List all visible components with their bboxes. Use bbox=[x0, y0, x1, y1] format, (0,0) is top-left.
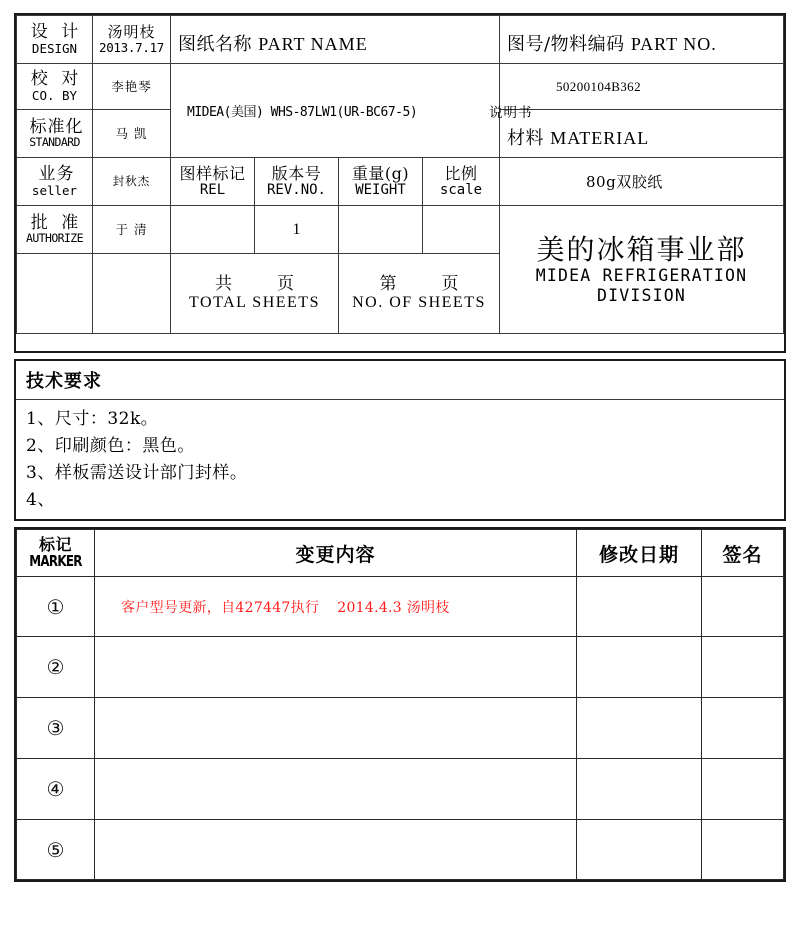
revision-signature-cell bbox=[702, 820, 784, 880]
role-label-en: CO. BY bbox=[31, 87, 78, 103]
role-label-cn: 校 对 bbox=[30, 69, 83, 90]
role-label-cn: 设 计 bbox=[30, 22, 83, 43]
standardizer-name: 马 凯 bbox=[115, 125, 148, 141]
revision-header-date-label: 修改日期 bbox=[598, 543, 679, 566]
revision-date-cell bbox=[577, 820, 702, 880]
revision-date-cell bbox=[577, 637, 702, 698]
table-row bbox=[17, 637, 784, 698]
checker-name: 李艳琴 bbox=[111, 78, 152, 94]
revision-content-tail: 2014.4.3 汤明枝 bbox=[337, 599, 450, 616]
role-label-authorize bbox=[17, 206, 93, 254]
revision-marker-cell bbox=[17, 820, 95, 880]
part-name-value-overlap: 说明书 bbox=[489, 105, 533, 121]
role-value-authorize bbox=[93, 206, 171, 254]
part-name-label-en: PART NAME bbox=[258, 34, 368, 54]
revision-signature-cell bbox=[702, 577, 784, 637]
material-label-cn: 材料 bbox=[507, 128, 544, 149]
role-label-en: DESIGN bbox=[31, 40, 78, 56]
role-label-seller bbox=[17, 158, 93, 206]
role-value-seller bbox=[93, 158, 171, 206]
revision-marker: ③ bbox=[46, 716, 65, 741]
material-label-en: MATERIAL bbox=[550, 128, 650, 148]
part-no-label-en: PART NO. bbox=[630, 34, 717, 54]
part-no-label bbox=[500, 23, 783, 56]
spec-header-cn: 版本号 bbox=[271, 163, 322, 183]
role-value-design bbox=[93, 16, 171, 64]
blank-cell-left bbox=[17, 254, 93, 334]
revision-table-block bbox=[14, 527, 786, 882]
revision-header-date bbox=[577, 530, 702, 577]
table-row bbox=[17, 759, 784, 820]
material-value: 80g双胶纸 bbox=[586, 173, 663, 191]
tech-requirements-title: 技术要求 bbox=[16, 361, 784, 400]
revision-content bbox=[95, 597, 576, 617]
revision-header-marker-cn: 标记 bbox=[38, 535, 72, 555]
no-of-sheets-cn: 第 页 bbox=[379, 274, 473, 295]
role-value-standard bbox=[93, 110, 171, 158]
revision-marker: ⑤ bbox=[46, 837, 65, 862]
revision-table-header-row bbox=[17, 530, 784, 577]
revision-signature-cell bbox=[702, 698, 784, 759]
seller-name: 封秋杰 bbox=[112, 174, 151, 189]
spec-header-revno bbox=[255, 158, 339, 206]
tech-requirement-line: 3、样板需送设计部门封样。 bbox=[26, 462, 248, 483]
tech-requirement-line: 1、尺寸：32k。 bbox=[26, 409, 159, 429]
revision-content-cell bbox=[95, 820, 577, 880]
role-value-check bbox=[93, 64, 171, 110]
material-value-cell bbox=[500, 158, 784, 206]
revision-date-cell bbox=[577, 698, 702, 759]
role-label-standard bbox=[17, 110, 93, 158]
total-sheets-cn: 共 页 bbox=[215, 274, 308, 295]
revision-header-marker-en: MARKER bbox=[29, 551, 82, 570]
role-label-cn: 批 准 bbox=[30, 212, 83, 233]
revision-table bbox=[16, 529, 784, 880]
role-label-check bbox=[17, 64, 93, 110]
spec-value-weight bbox=[339, 206, 423, 254]
part-no-label-cn: 图号/物料编码 bbox=[507, 34, 625, 55]
role-label-en: AUTHORIZE bbox=[26, 231, 83, 246]
role-label-design bbox=[17, 16, 93, 64]
material-label bbox=[500, 117, 783, 150]
no-of-sheets-en: NO. OF SHEETS bbox=[352, 294, 486, 312]
revision-marker: ① bbox=[46, 594, 65, 619]
part-name-label bbox=[171, 23, 499, 56]
revision-marker-cell bbox=[17, 759, 95, 820]
role-label-en: seller bbox=[31, 182, 78, 198]
spec-header-en: WEIGHT bbox=[355, 181, 406, 198]
table-row bbox=[17, 698, 784, 759]
spec-header-cn: 图样标记 bbox=[179, 163, 246, 183]
title-block-grid bbox=[16, 15, 784, 334]
table-row bbox=[17, 577, 784, 637]
spec-header-scale bbox=[423, 158, 500, 206]
revision-content-cell bbox=[95, 698, 577, 759]
company-name-cn: 美的冰箱事业部 bbox=[536, 232, 747, 266]
revision-marker: ④ bbox=[46, 777, 65, 802]
part-name-label-cn: 图纸名称 bbox=[178, 34, 252, 55]
tech-requirement-line: 4、 bbox=[26, 489, 55, 510]
tech-requirement-line: 2、印刷颜色：黑色。 bbox=[26, 435, 195, 456]
role-label-cn: 业务 bbox=[38, 164, 75, 185]
spec-header-en: REL bbox=[199, 181, 226, 198]
revision-signature-cell bbox=[702, 759, 784, 820]
no-of-sheets-cell bbox=[339, 254, 500, 334]
material-label-cell bbox=[500, 110, 784, 158]
tech-requirements-block bbox=[14, 359, 786, 521]
total-sheets-en: TOTAL SHEETS bbox=[189, 294, 320, 312]
spec-value: 1 bbox=[292, 220, 301, 238]
table-row bbox=[17, 820, 784, 880]
revision-marker: ② bbox=[46, 655, 65, 680]
revision-content-cell bbox=[95, 637, 577, 698]
designer-name: 汤明枝 bbox=[107, 23, 156, 42]
part-name-value-wrap bbox=[171, 101, 533, 121]
revision-date-cell bbox=[577, 577, 702, 637]
revision-marker-cell bbox=[17, 577, 95, 637]
revision-header-marker bbox=[17, 530, 95, 577]
spec-header-en: scale bbox=[439, 181, 483, 198]
spec-header-en: REV.NO. bbox=[266, 181, 326, 198]
company-cell bbox=[500, 206, 784, 334]
role-label-cn: 标准化 bbox=[29, 116, 84, 137]
spec-header-weight bbox=[339, 158, 423, 206]
spec-header-cn: 比例 bbox=[444, 163, 478, 183]
authorizer-name: 于 清 bbox=[115, 221, 148, 237]
spec-header-rel bbox=[171, 158, 255, 206]
revision-marker-cell bbox=[17, 637, 95, 698]
revision-content-text: 客户型号更新，自427447执行 bbox=[121, 599, 320, 616]
revision-date-cell bbox=[577, 759, 702, 820]
title-block bbox=[14, 13, 786, 353]
role-label-en: STANDARD bbox=[29, 135, 80, 150]
spec-header-cn: 重量(g) bbox=[351, 163, 410, 183]
revision-content-cell bbox=[95, 759, 577, 820]
spec-value-scale bbox=[423, 206, 500, 254]
blank-cell-right bbox=[93, 254, 171, 334]
drawing-sheet bbox=[14, 13, 786, 899]
revision-signature-cell bbox=[702, 637, 784, 698]
part-name-label-cell bbox=[171, 16, 500, 64]
revision-header-content-label: 变更内容 bbox=[295, 543, 376, 566]
revision-header-signature-label: 签名 bbox=[722, 543, 763, 566]
total-sheets-cell bbox=[171, 254, 339, 334]
part-no-value-cell bbox=[500, 64, 784, 110]
spec-value-revno bbox=[255, 206, 339, 254]
tech-requirements-body bbox=[16, 400, 784, 519]
part-no-label-cell bbox=[500, 16, 784, 64]
company-name-en: MIDEA REFRIGERATION DIVISION bbox=[535, 265, 748, 305]
revision-marker-cell bbox=[17, 698, 95, 759]
revision-content-cell bbox=[95, 577, 577, 637]
revision-header-content bbox=[95, 530, 577, 577]
designer-date: 2013.7.17 bbox=[98, 39, 165, 55]
part-no-value: 50200104B362 bbox=[556, 78, 641, 94]
spec-value-rel bbox=[171, 206, 255, 254]
part-name-value: MIDEA(美国) WHS-87LW1(UR-BC67-5) bbox=[187, 105, 418, 120]
revision-header-signature bbox=[702, 530, 784, 577]
